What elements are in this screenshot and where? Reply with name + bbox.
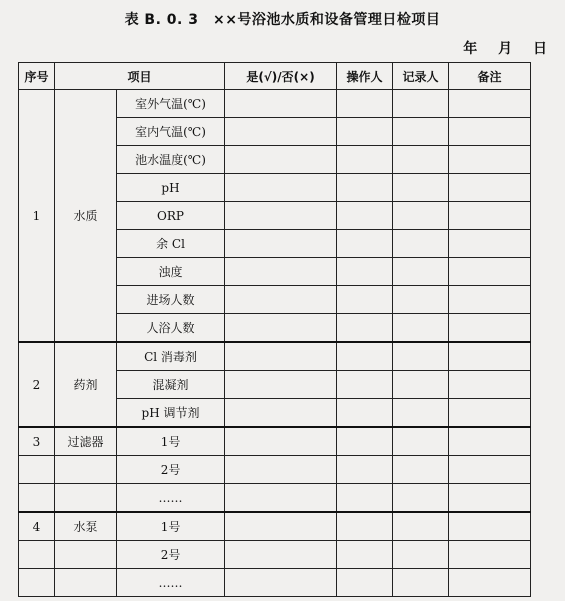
table-body (19, 90, 531, 597)
item-label: 2号 (117, 541, 225, 569)
operator-cell[interactable] (337, 512, 393, 541)
header-item: 项目 (55, 63, 225, 90)
remark-cell[interactable] (449, 90, 531, 118)
remark-cell[interactable] (449, 399, 531, 428)
recorder-cell[interactable] (393, 118, 449, 146)
remark-cell[interactable] (449, 427, 531, 456)
recorder-cell[interactable] (393, 146, 449, 174)
header-remark: 备注 (449, 63, 531, 90)
remark-cell[interactable] (449, 286, 531, 314)
header-check: 是(√)/否(×) (225, 63, 337, 90)
date-label: 年 月 日 (463, 41, 547, 57)
remark-cell[interactable] (449, 202, 531, 230)
operator-cell[interactable] (337, 484, 393, 513)
item-label: Cl 消毒剂 (117, 342, 225, 371)
inspection-table (18, 62, 531, 597)
remark-cell[interactable] (449, 484, 531, 513)
check-cell[interactable] (225, 512, 337, 541)
remark-cell[interactable] (449, 174, 531, 202)
item-label: 浊度 (117, 258, 225, 286)
header-operator: 操作人 (337, 63, 393, 90)
recorder-cell[interactable] (393, 399, 449, 428)
check-cell[interactable] (225, 314, 337, 343)
recorder-cell[interactable] (393, 90, 449, 118)
check-cell[interactable] (225, 202, 337, 230)
operator-cell[interactable] (337, 427, 393, 456)
operator-cell[interactable] (337, 146, 393, 174)
table-row (19, 456, 531, 484)
remark-cell[interactable] (449, 569, 531, 597)
operator-cell[interactable] (337, 342, 393, 371)
remark-cell[interactable] (449, 541, 531, 569)
remark-cell[interactable] (449, 146, 531, 174)
table-title: 表 B. 0. 3 ××号浴池水质和设备管理日检项目 (124, 12, 441, 28)
check-cell[interactable] (225, 230, 337, 258)
recorder-cell[interactable] (393, 541, 449, 569)
remark-cell[interactable] (449, 118, 531, 146)
item-label: …… (117, 569, 225, 597)
recorder-cell[interactable] (393, 512, 449, 541)
check-cell[interactable] (225, 118, 337, 146)
recorder-cell[interactable] (393, 342, 449, 371)
item-label: pH (117, 174, 225, 202)
operator-cell[interactable] (337, 286, 393, 314)
item-label: ORP (117, 202, 225, 230)
operator-cell[interactable] (337, 230, 393, 258)
item-label: 进场人数 (117, 286, 225, 314)
remark-cell[interactable] (449, 230, 531, 258)
operator-cell[interactable] (337, 399, 393, 428)
recorder-cell[interactable] (393, 371, 449, 399)
item-label: 混凝剂 (117, 371, 225, 399)
item-label: 室内气温(℃) (117, 118, 225, 146)
check-cell[interactable] (225, 569, 337, 597)
header-recorder: 记录人 (393, 63, 449, 90)
operator-cell[interactable] (337, 541, 393, 569)
item-label: 人浴人数 (117, 314, 225, 343)
operator-cell[interactable] (337, 314, 393, 343)
recorder-cell[interactable] (393, 569, 449, 597)
recorder-cell[interactable] (393, 258, 449, 286)
check-cell[interactable] (225, 456, 337, 484)
check-cell[interactable] (225, 399, 337, 428)
operator-cell[interactable] (337, 202, 393, 230)
recorder-cell[interactable] (393, 286, 449, 314)
table-row (19, 427, 531, 456)
remark-cell[interactable] (449, 342, 531, 371)
item-label: 余 Cl (117, 230, 225, 258)
table-row (19, 512, 531, 541)
recorder-cell[interactable] (393, 456, 449, 484)
group-no: 4 (19, 512, 55, 541)
item-label: 室外气温(℃) (117, 90, 225, 118)
recorder-cell[interactable] (393, 230, 449, 258)
item-label: …… (117, 484, 225, 513)
recorder-cell[interactable] (393, 427, 449, 456)
group-no: 1 (19, 90, 55, 343)
table-row (19, 569, 531, 597)
recorder-cell[interactable] (393, 174, 449, 202)
check-cell[interactable] (225, 371, 337, 399)
remark-cell[interactable] (449, 456, 531, 484)
group-no: 3 (19, 427, 55, 456)
table-row (19, 342, 531, 371)
remark-cell[interactable] (449, 314, 531, 343)
operator-cell[interactable] (337, 569, 393, 597)
remark-cell[interactable] (449, 371, 531, 399)
remark-cell[interactable] (449, 258, 531, 286)
item-label: pH 调节剂 (117, 399, 225, 428)
operator-cell[interactable] (337, 118, 393, 146)
group-name: 水泵 (55, 512, 117, 541)
operator-cell[interactable] (337, 258, 393, 286)
check-cell[interactable] (225, 541, 337, 569)
item-label: 1号 (117, 427, 225, 456)
group-name: 水质 (55, 90, 117, 343)
check-cell[interactable] (225, 484, 337, 513)
operator-cell[interactable] (337, 456, 393, 484)
table-row (19, 541, 531, 569)
item-label: 1号 (117, 512, 225, 541)
check-cell[interactable] (225, 427, 337, 456)
header-row (19, 63, 531, 90)
item-label: 池水温度(℃) (117, 146, 225, 174)
operator-cell[interactable] (337, 90, 393, 118)
remark-cell[interactable] (449, 512, 531, 541)
group-name: 药剂 (55, 342, 117, 427)
table-row (19, 484, 531, 513)
header-no: 序号 (19, 63, 55, 90)
check-cell[interactable] (225, 286, 337, 314)
table-row (19, 90, 531, 118)
group-name: 过滤器 (55, 427, 117, 456)
item-label: 2号 (117, 456, 225, 484)
check-cell[interactable] (225, 342, 337, 371)
operator-cell[interactable] (337, 371, 393, 399)
check-cell[interactable] (225, 174, 337, 202)
group-no: 2 (19, 342, 55, 427)
recorder-cell[interactable] (393, 202, 449, 230)
operator-cell[interactable] (337, 174, 393, 202)
check-cell[interactable] (225, 90, 337, 118)
check-cell[interactable] (225, 258, 337, 286)
recorder-cell[interactable] (393, 484, 449, 513)
check-cell[interactable] (225, 146, 337, 174)
recorder-cell[interactable] (393, 314, 449, 343)
